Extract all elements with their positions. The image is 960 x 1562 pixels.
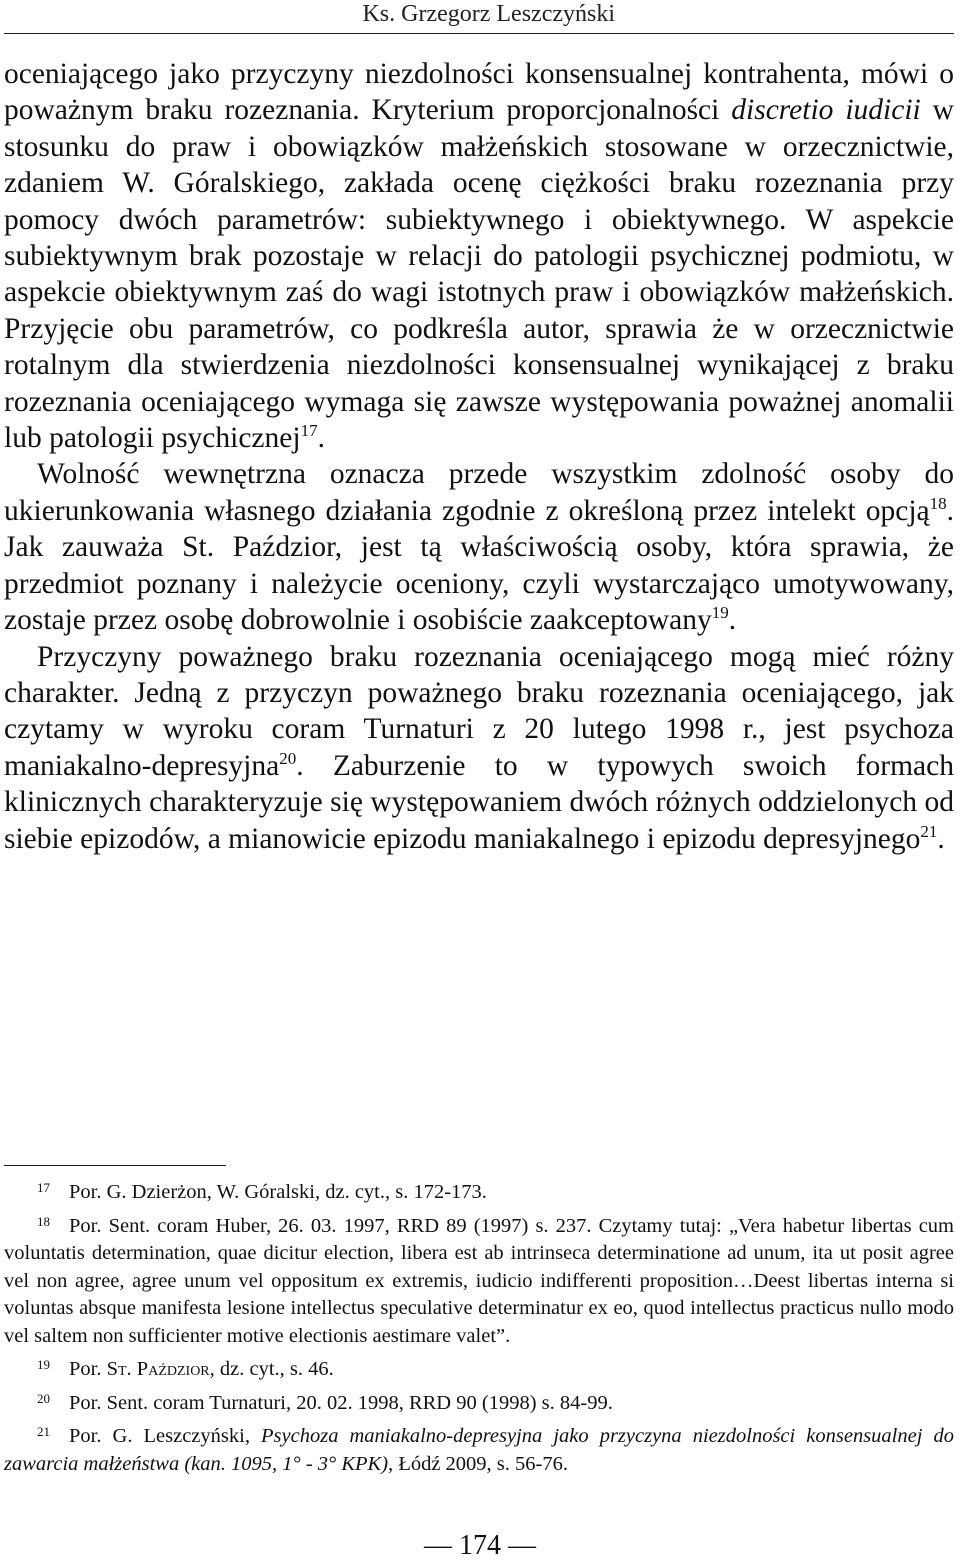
footnote-text-b: , dz. cyt., s. 46. (209, 1358, 334, 1380)
footnote-text: Por. G. Dzierżon, W. Góralski, dz. cyt., s. 172-173. (69, 1181, 487, 1203)
footnote-19: 19 Por. St. Paździor, dz. cyt., s. 46. (37, 1357, 334, 1380)
footnote-ref-18[interactable]: 18 (929, 493, 947, 513)
running-head: Ks. Grzegorz Leszczyński (362, 1, 615, 27)
page-number: — 174 — (424, 1530, 536, 1561)
paragraph-3 (4, 639, 954, 857)
footnote-text: Por. Sent. coram Huber, 26. 03. 1997, RRD 89 (1997) s. 237. Czytamy tutaj: „Vera habetur libertas cum voluntatis determination, quae dicitur election, libera est ab intrinseca determinatione ad unum, ita ut posit agree vel non agree, agree unum vel oppositum ex extremis, iudicio indifferenti proposition…Deest libertas interna si voluntas absque manifesta lesione intellectus speculative determinatur ex eo, quod intellectus practicus nullo modo vel saltem non sufficienter motive electionis aestimare valet”. (4, 1214, 954, 1347)
paragraph-3-end: . (937, 822, 945, 855)
footnote-18: 18 Por. Sent. coram Huber, 26. 03. 1997, RRD 89 (1997) s. 237. Czytamy tutaj: „Vera habetur libertas cum voluntatis determination, quae dicitur election, libera est ab intrinseca determinatione ad unum, ita ut posit agree vel non agree, agree unum vel oppositum ex extremis, iudicio indifferenti proposition…Deest libertas interna si voluntas absque manifesta lesione intellectus speculative determinatur ex eo, quod intellectus practicus nullo modo vel saltem non sufficienter motive electionis aestimare valet”. (4, 1213, 954, 1347)
footnote-20: 20 Por. Sent. coram Turnaturi, 20. 02. 1998, RRD 90 (1998) s. 84-99. (37, 1390, 613, 1414)
footnote-ref-19[interactable]: 19 (711, 603, 729, 623)
paragraph-1-text-b: w stosunku do praw i obowiązków małżeńskich stosowane w orzecznictwie, zdaniem W. Góralskiego, zakłada ocenę ciężkości braku rozeznania przy pomocy dwóch parametrów: subiektywnego i obiektywnego. W aspekcie subiektywnym brak pozostaje w relacji do patologii psychicznej podmiotu, w aspekcie obiektywnym zaś do wagi istotnych praw i obowiązków małżeńskich. Przyjęcie obu parametrów, co podkreśla autor, sprawia że w orzecznictwie rotalnym dla stwierdzenia niezdolności konsensualnej wynikającej z braku rozeznania oceniającego wymaga się zawsze występowania poważnej anomalii lub patologii psychicznej (4, 94, 954, 455)
header-rule (4, 33, 954, 34)
footnote-text-a: Por. G. Leszczyński, (69, 1425, 262, 1447)
footnote-ref-17[interactable]: 17 (300, 421, 318, 441)
paragraph-1 (4, 56, 954, 456)
footnote-text-a: Por. (69, 1358, 107, 1380)
paragraph-3-text-a: Przyczyny poważnego braku rozeznania oceniającego mogą mieć różny charakter. Jedną z przyczyn poważnego braku rozeznania oceniającego, jak czytamy w wyroku coram Turnaturi z 20 lutego 1998 r., jest psychoza maniakalno-depresyjna (4, 640, 954, 782)
footnote-author: St. Paździor (106, 1358, 210, 1380)
main-text (4, 56, 954, 857)
footnote-ref-20[interactable]: 20 (279, 748, 297, 768)
footnote-text-b: Łódź 2009, s. 56-76. (393, 1452, 568, 1475)
paragraph-1-end: . (317, 422, 325, 455)
footnote-ref-21[interactable]: 21 (920, 821, 938, 841)
paragraph-3-text-b: . Zaburzenie to w typowych swoich formach klinicznych charakteryzuje się występowaniem dwóch różnych oddzielonych od siebie epizodów, a mianowicie epizodu maniakalnego i epizodu depresyjnego (4, 749, 954, 855)
footnote-17: 17 Por. G. Dzierżon, W. Góralski, dz. cyt., s. 172-173. (37, 1180, 487, 1203)
footnote-separator (4, 1165, 226, 1166)
footnote-text: Por. Sent. coram Turnaturi, 20. 02. 1998, RRD 90 (1998) s. 84-99. (69, 1391, 613, 1414)
paragraph-2 (4, 456, 954, 638)
paragraph-2-end: . (728, 604, 737, 637)
paragraph-1-italic-term: discretio iudicii (731, 94, 921, 127)
paragraph-1-text-a: oceniającego jako przyczyny niezdolności konsensualnej kontrahenta, mówi o poważnym braku rozeznania. Kryterium proporcjonalności (4, 58, 954, 127)
paragraph-2-text-b: . Jak zauważa St. Paździor, jest tą właściwością osoby, która sprawia, że przedmiot poznany i należycie oceniony, czyli wystarczająco umotywowany, zostaje przez osobę dobrowolnie i osobiście zaakceptowany (4, 494, 954, 637)
footnote-book-title: Psychoza maniakalno-depresyjna jako przyczyna niezdolności konsensualnej do zawarcia małżeństwa (kan. 1095, 1° - 3° KPK), (4, 1425, 954, 1475)
footnotes (4, 1179, 954, 1484)
paragraph-2-text-a: Wolność wewnętrzna oznacza przede wszystkim zdolność osoby do ukierunkowania własnego działania zgodnie z określoną przez intelekt opcją (4, 458, 954, 527)
footnote-21: 21 Por. G. Leszczyński, Psychoza maniakalno-depresyjna jako przyczyna niezdolności konsensualnej do zawarcia małżeństwa (kan. 1095, 1° - 3° KPK), Łódź 2009, s. 56-76. (4, 1424, 954, 1475)
